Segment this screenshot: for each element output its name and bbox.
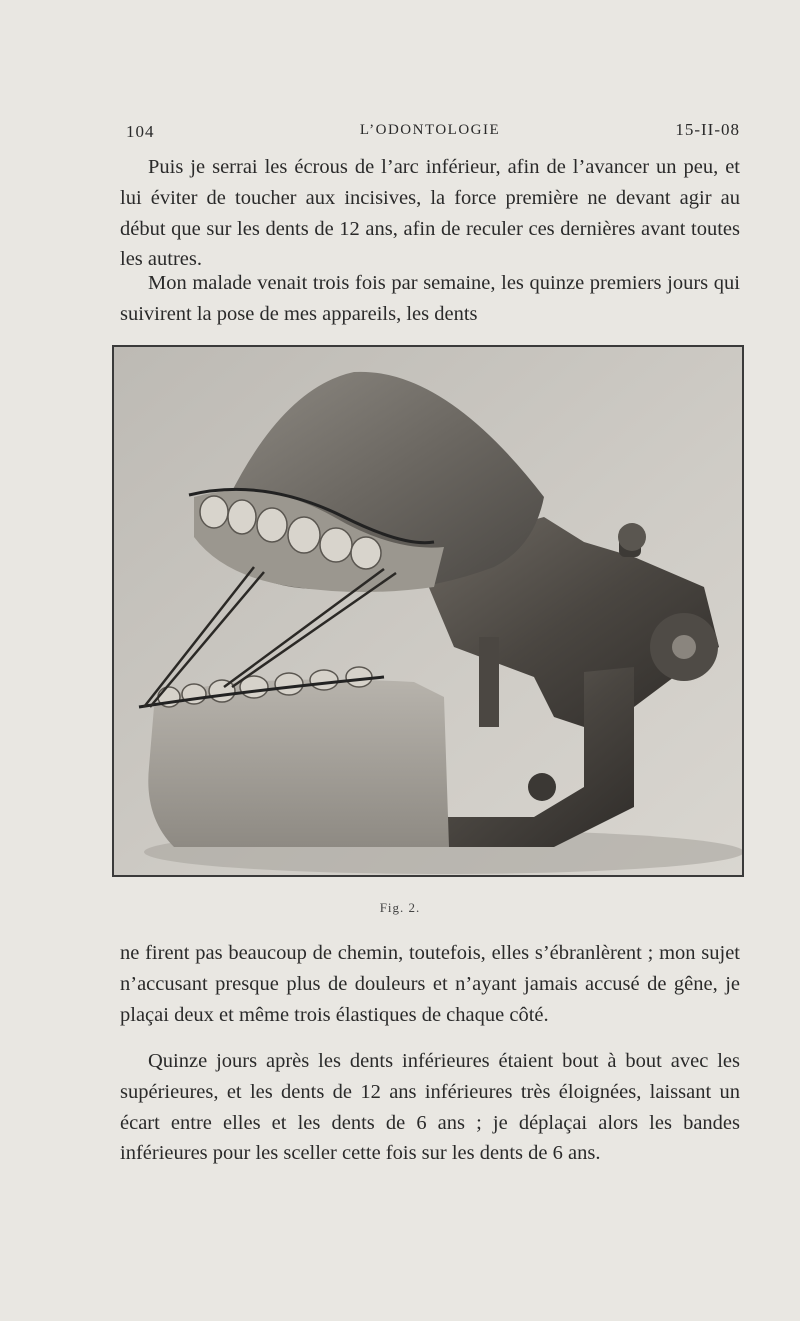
issue-date: 15-II-08 bbox=[675, 120, 740, 139]
running-header bbox=[120, 118, 740, 144]
page-number: 104 bbox=[126, 122, 155, 141]
paragraph-1: Puis je serrai les écrous de l’arc inférieur, afin de l’avancer un peu, et lui éviter de toucher aux incisives, la force première ne devant agir au début que sur les dents de 12 ans, afin de reculer ces dernières avant toutes les autres. bbox=[120, 156, 740, 271]
dental-articulator-illustration bbox=[114, 347, 742, 875]
figure-caption: Fig. 2. bbox=[379, 900, 421, 915]
paragraph-3: ne firent pas beaucoup de chemin, toutefois, elles s’ébranlèrent ; mon sujet n’accusant presque plus de douleurs et n’ayant jamais accusé de gêne, je plaçai deux et même trois élastiques de chaque côté. bbox=[120, 942, 740, 1026]
journal-title: L’ODONTOLOGIE bbox=[359, 122, 501, 138]
figure-photograph bbox=[112, 345, 744, 877]
paragraph-2: Mon malade venait trois fois par semaine, les quinze premiers jours qui suivirent la pose de mes appareils, les dents bbox=[120, 272, 740, 325]
paragraph-4: Quinze jours après les dents inférieures étaient bout à bout avec les supérieures, et les dents de 12 ans inférieures très éloignées, laissant un écart entre elles et les dents de 6 ans ; je déplaçai alors les bandes inférieures pour les sceller cette fois sur les dents de 6 ans. bbox=[120, 1050, 740, 1165]
